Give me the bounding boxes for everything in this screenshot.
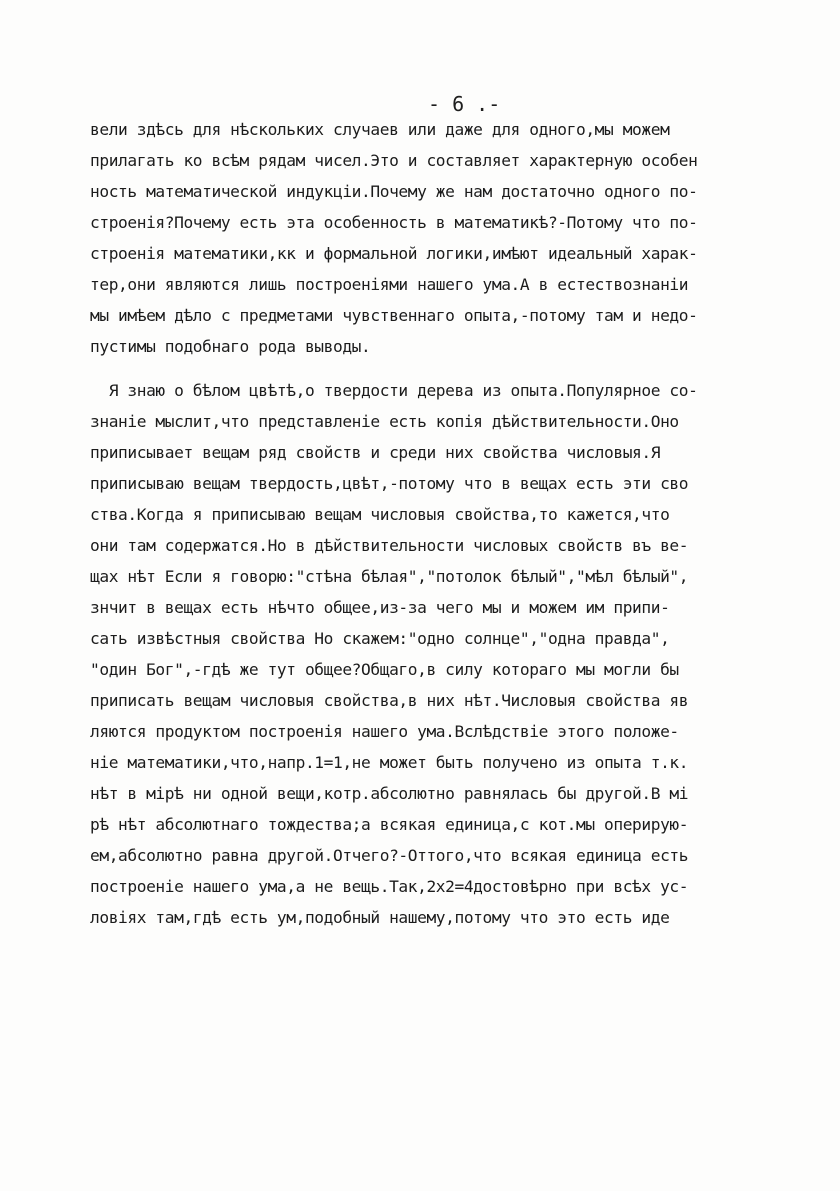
text-line: прилагать ко всѣм рядам чисел.Это и составляет характерную особен — [90, 151, 698, 170]
text-line: Я знаю о бѣлом цвѣтѣ,о твердости дерева из опыта.Популярное со- — [90, 381, 698, 400]
text-line: ловіях там,гдѣ есть ум,подобный нашему,потому что это есть иде — [90, 908, 670, 927]
page-number: - 6 .- — [428, 92, 501, 116]
text-line: нѣт в мірѣ ни одной вещи,котр.абсолютно равнялась бы другой.В мі — [90, 784, 689, 803]
text-line: рѣ нѣт абсолютнаго тождества;а всякая единица,с кот.мы оперирую- — [90, 815, 689, 834]
text-line: вели здѣсь для нѣскольких случаев или даже для одного,мы можем — [90, 120, 670, 139]
text-line: приписываю вещам твердость,цвѣт,-потому что в вещах есть эти сво — [90, 474, 689, 493]
text-line: ем,абсолютно равна другой.Отчего?-Оттого,что всякая единица есть — [90, 846, 689, 865]
text-line: сать извѣстныя свойства Но скажем:"одно солнце","одна правда", — [90, 629, 670, 648]
paragraph-gap — [90, 362, 730, 375]
text-line: они там содержатся.Но в дѣйствительности числовых свойств въ ве- — [90, 536, 689, 555]
text-line: строенія математики,кк и формальной логики,имѣют идеальный харак- — [90, 244, 698, 263]
text-line: ства.Когда я приписываю вещам числовыя свойства,то кажется,что — [90, 505, 670, 524]
paragraph-2 — [90, 375, 730, 933]
text-line: приписывает вещам ряд свойств и среди них свойства числовыя.Я — [90, 443, 661, 462]
text-line: построеніе нашего ума,а не вещь.Так,2х2=4достовѣрно при всѣх ус- — [90, 877, 689, 896]
text-line: знаніе мыслит,что представленіе есть копія дѣйствительности.Оно — [90, 412, 679, 431]
text-line: мы имѣем дѣло с предметами чувственнаго опыта,-потому там и недо- — [90, 306, 698, 325]
text-line: строенія?Почему есть эта особенность в математикѣ?-Потому что по- — [90, 213, 698, 232]
text-line: знчит в вещах есть нѣчто общее,из-за чего мы и можем им припи- — [90, 598, 670, 617]
text-line: пустимы подобнаго рода выводы. — [90, 337, 371, 356]
text-line: тер,они являются лишь построеніями нашего ума.А в естествознаніи — [90, 275, 689, 294]
document-body — [90, 114, 730, 933]
text-line: ніе математики,что,напр.1=1,не может быть получено из опыта т.к. — [90, 753, 689, 772]
text-line: щах нѣт Если я говорю:"стѣна бѣлая","потолок бѣлый","мѣл бѣлый", — [90, 567, 689, 586]
text-line: приписать вещам числовыя свойства,в них нѣт.Числовыя свойства яв — [90, 691, 689, 710]
text-line: ляются продуктом построенія нашего ума.Вслѣдствіе этого положе- — [90, 722, 679, 741]
text-line: "один Бог",-гдѣ же тут общее?Общаго,в силу котораго мы могли бы — [90, 660, 679, 679]
paragraph-1 — [90, 114, 730, 362]
text-line: ность математической индукціи.Почему же нам достаточно одного по- — [90, 182, 698, 201]
